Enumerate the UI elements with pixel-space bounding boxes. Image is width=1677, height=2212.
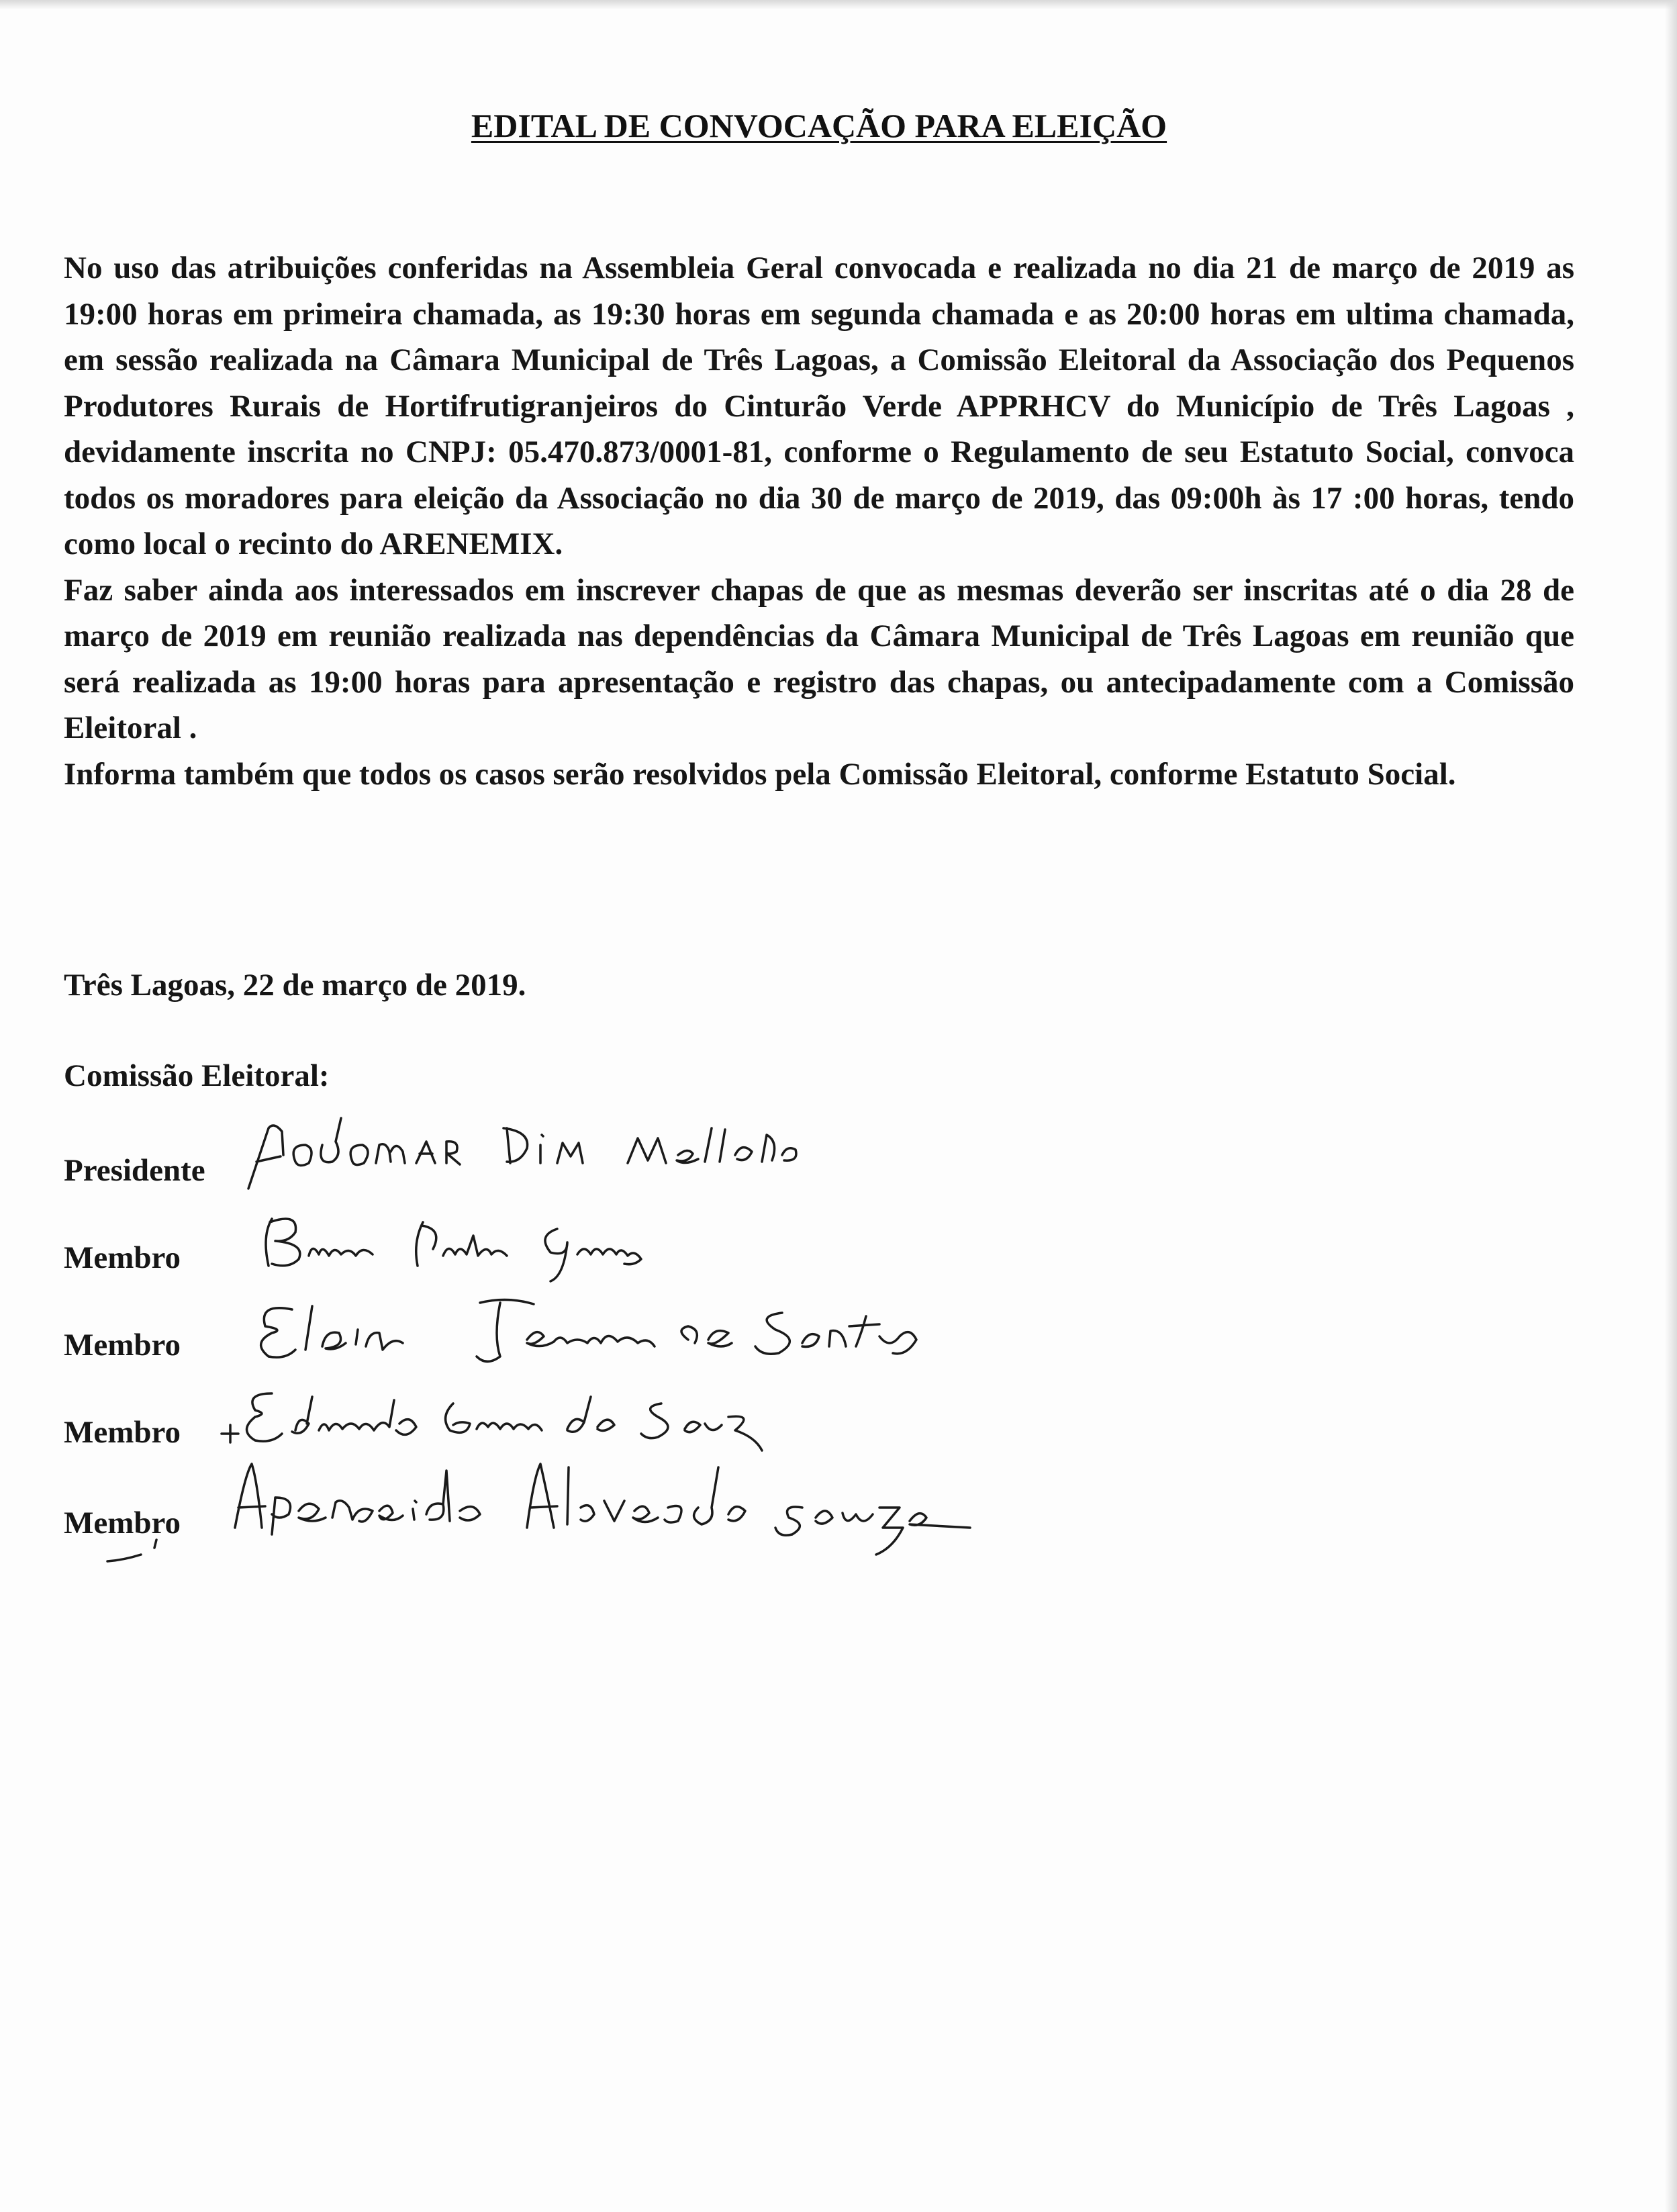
signature-row-president [64,1115,869,1195]
role-label: Membro [64,1506,181,1540]
handwritten-signature-member-3 [218,1377,890,1457]
handwritten-signature-member-4 [44,1461,1017,1568]
role-label: Presidente [64,1153,205,1188]
signature-row-member-4 [64,1461,1071,1568]
paragraph-registration: Faz saber ainda aos interessados em inscrever chapas de que as mesmas deverão ser inscritas até o dia 28 de março de 2019 em reunião realizada nas dependências da Câmara Municipal de Três Lagoas em reunião que será realizada as 19:00 horas para apresentação e registro das chapas, ou antecipadamente com a Comissão Eleitoral . [64,572,1574,745]
role-label: Membro [64,1328,181,1363]
signature-row-member-2 [64,1289,937,1370]
signature-row-member-1 [64,1202,869,1283]
handwritten-signature-member-2 [245,1289,984,1370]
handwritten-signature-member-1 [242,1202,779,1283]
scan-shadow-right [1665,0,1677,2212]
scan-shadow-top [0,0,1677,9]
signature-row-member-3 [64,1377,937,1457]
document-title: EDITAL DE CONVOCAÇÃO PARA ELEIÇÃO [471,107,1167,144]
paragraph-resolution: Informa também que todos os casos serão resolvidos pela Comissão Eleitoral, conforme Estatuto Social. [64,756,1456,792]
date-line: Três Lagoas, 22 de março de 2019. [64,968,526,1003]
handwritten-signature-president [242,1115,846,1195]
paragraph-convocation: No uso das atribuições conferidas na Assembleia Geral convocada e realizada no dia 21 de março de 2019 as 19:00 horas em primeira chamada, as 19:30 horas em segunda chamada e as 20:00 horas em ultima chamada, em sessão realizada na Câmara Municipal de Três Lagoas, a Comissão Eleitoral da Associação dos Pequenos Produtores Rurais de Hortifrutigranjeiros do Cinturão Verde APPRHCV do Município de Três Lagoas , devidamente inscrita no CNPJ: 05.470.873/0001-81, conforme o Regulamento de seu Estatuto Social, convoca todos os moradores para eleição da Associação no dia 30 de março de 2019, das 09:00h às 17 :00 horas, tendo como local o recinto do ARENEMIX. [64,250,1574,561]
role-label: Membro [64,1240,181,1275]
document-body [64,245,1574,797]
role-label: Membro [64,1415,181,1450]
committee-label: Comissão Eleitoral: [64,1058,330,1093]
